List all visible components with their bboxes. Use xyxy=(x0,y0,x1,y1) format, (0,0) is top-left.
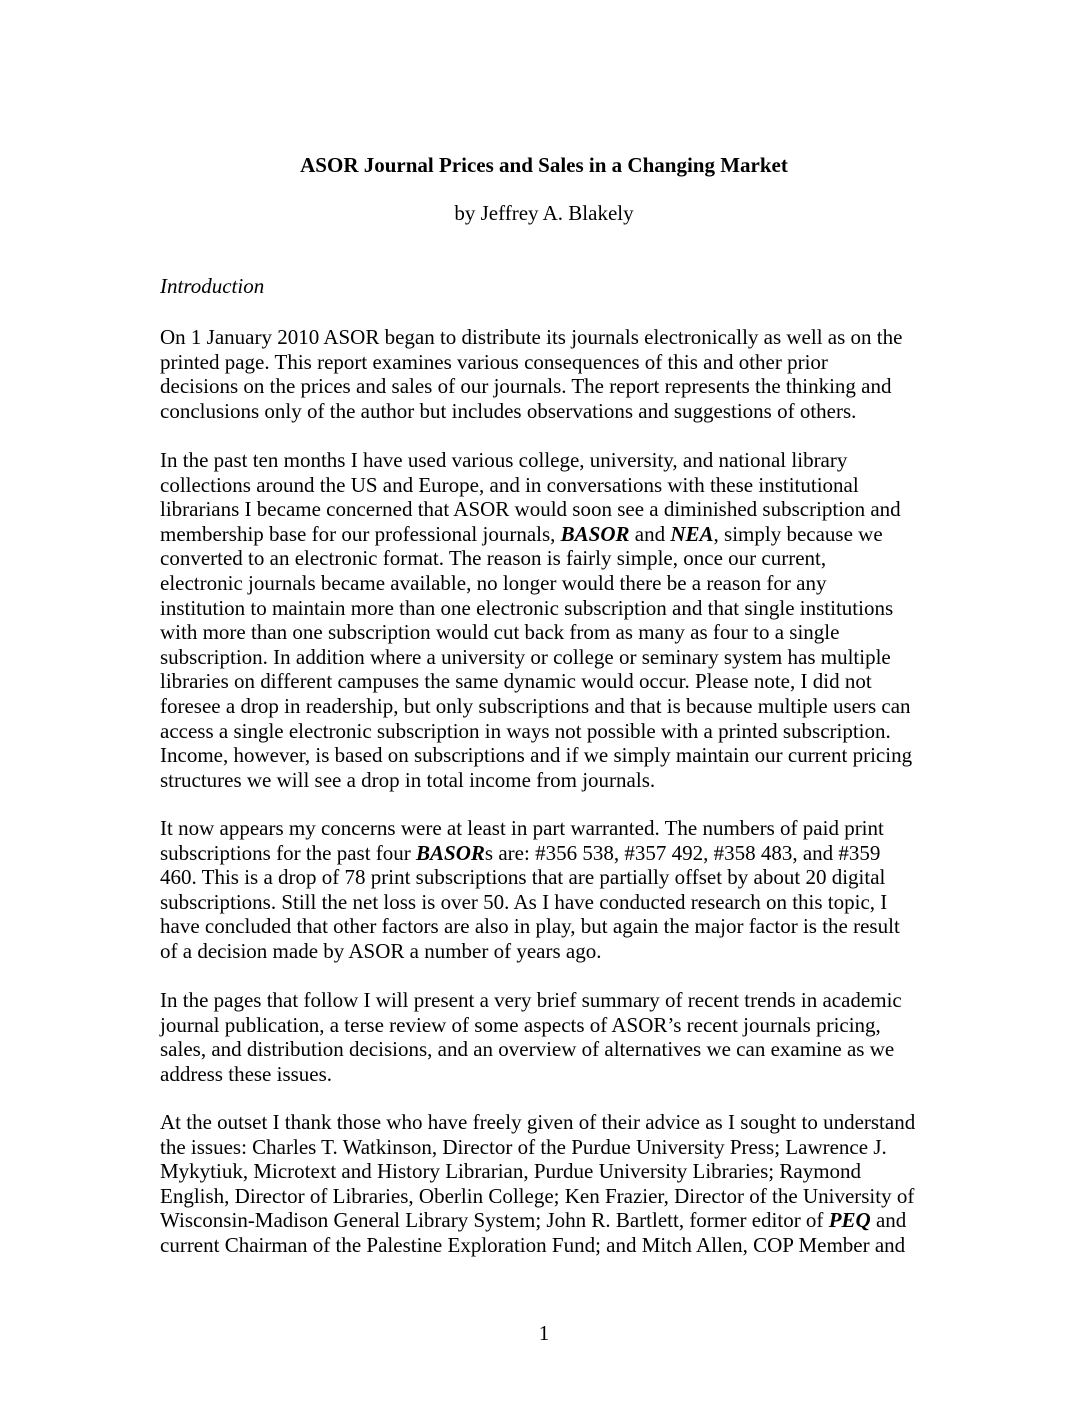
text-run: English, Director of Libraries, Oberlin College; Ken Frazier, Director of the University of xyxy=(160,1183,915,1208)
text-run: subscription. In addition where a university or college or seminary system has multiple xyxy=(160,644,891,669)
text-run: electronic journals became available, no longer would there be a reason for any xyxy=(160,570,827,595)
text-run: conclusions only of the author but includes observations and suggestions of others. xyxy=(160,398,857,423)
text-run: It now appears my concerns were at least in part warranted. The numbers of paid print xyxy=(160,816,884,840)
text-line xyxy=(160,988,950,1013)
text-run: Mykytiuk, Microtext and History Librarian, Purdue University Libraries; Raymond xyxy=(160,1159,862,1184)
text-line xyxy=(160,645,950,670)
text-run: foresee a drop in readership, but only subscriptions and that is because multiple users can xyxy=(160,693,911,718)
text-line xyxy=(160,325,950,350)
page-number: 1 xyxy=(538,1321,550,1345)
text-run: On 1 January 2010 ASOR began to distribute its journals electronically as well as on the xyxy=(160,325,903,349)
paragraph xyxy=(160,1110,950,1258)
author-byline: by Jeffrey A. Blakely xyxy=(454,201,634,225)
text-run: the issues: Charles T. Watkinson, Director of the Purdue University Press; Lawrence J. xyxy=(160,1134,887,1159)
text-run: librarians I became concerned that ASOR would soon see a diminished subscription and xyxy=(160,497,901,522)
text-run: s are: #356 538, #357 492, #358 483, and #359 xyxy=(484,840,881,865)
text-run: with more than one subscription would cut back from as many as four to a single xyxy=(160,620,840,645)
text-run: and xyxy=(870,1208,907,1233)
paragraph xyxy=(160,816,950,964)
text-run: institution to maintain more than one electronic subscription and that single institutions xyxy=(160,595,894,620)
text-run: current Chairman of the Palestine Exploration Fund; and Mitch Allen, COP Member and xyxy=(160,1232,906,1257)
text-line xyxy=(160,1037,950,1062)
text-line xyxy=(160,1062,950,1087)
text-run: subscriptions for the past four xyxy=(160,840,417,865)
text-line xyxy=(160,1013,950,1038)
text-line xyxy=(160,522,950,547)
text-run: converted to an electronic format. The reason is fairly simple, once our current, xyxy=(160,546,827,571)
text-run: printed page. This report examines various consequences of this and other prior xyxy=(160,349,828,374)
text-run: address these issues. xyxy=(160,1061,333,1086)
text-run: , simply because we xyxy=(713,521,883,546)
text-line xyxy=(160,694,950,719)
document-title: ASOR Journal Prices and Sales in a Changing Market xyxy=(300,153,788,177)
text-run: 460. This is a drop of 78 print subscriptions that are partially offset by about 20 digital xyxy=(160,865,886,890)
text-line xyxy=(160,1208,950,1233)
text-line xyxy=(160,719,950,744)
paragraph xyxy=(160,448,950,792)
text-line xyxy=(160,448,950,473)
text-line xyxy=(160,669,950,694)
text-run: decisions on the prices and sales of our journals. The report represents the thinking and xyxy=(160,374,892,399)
journal-name: BASOR xyxy=(560,521,630,546)
text-run: subscriptions. Still the net loss is over 50. As I have conducted research on this topic, I xyxy=(160,889,888,914)
text-line xyxy=(160,596,950,621)
text-line xyxy=(160,1233,950,1258)
text-line xyxy=(160,1110,950,1135)
text-run: have concluded that other factors are also in play, but again the major factor is the result xyxy=(160,914,900,939)
text-line xyxy=(160,768,950,793)
text-run: access a single electronic subscription in ways not possible with a printed subscription. xyxy=(160,718,891,743)
text-run: In the past ten months I have used various college, university, and national library xyxy=(160,448,848,472)
text-line xyxy=(160,914,950,939)
text-line xyxy=(160,1159,950,1184)
text-line xyxy=(160,620,950,645)
paragraph xyxy=(160,988,950,1086)
text-line xyxy=(160,571,950,596)
text-run: journal publication, a terse review of some aspects of ASOR’s recent journals pricing, xyxy=(160,1012,881,1037)
text-line xyxy=(160,497,950,522)
paragraph xyxy=(160,325,950,423)
text-line xyxy=(160,841,950,866)
text-run: At the outset I thank those who have freely given of their advice as I sought to understand xyxy=(160,1110,916,1134)
text-run: membership base for our professional journals, xyxy=(160,521,561,546)
text-line xyxy=(160,890,950,915)
text-run: Income, however, is based on subscriptions and if we simply maintain our current pricing xyxy=(160,743,913,768)
text-line xyxy=(160,546,950,571)
text-run: Wisconsin-Madison General Library System; John R. Bartlett, former editor of xyxy=(160,1208,829,1233)
text-line xyxy=(160,374,950,399)
text-line xyxy=(160,1184,950,1209)
text-line xyxy=(160,350,950,375)
text-line xyxy=(160,865,950,890)
text-run: collections around the US and Europe, and in conversations with these institutional xyxy=(160,472,859,497)
text-line xyxy=(160,743,950,768)
text-line xyxy=(160,1135,950,1160)
text-line xyxy=(160,399,950,424)
text-line xyxy=(160,939,950,964)
journal-name: PEQ xyxy=(828,1208,871,1233)
text-run: libraries on different campuses the same dynamic would occur. Please note, I did not xyxy=(160,669,872,694)
text-line xyxy=(160,816,950,841)
section-heading: Introduction xyxy=(160,274,265,298)
text-run: In the pages that follow I will present a very brief summary of recent trends in academic xyxy=(160,988,902,1012)
text-run: and xyxy=(629,521,671,546)
text-run: structures we will see a drop in total income from journals. xyxy=(160,767,656,792)
journal-name: BASOR xyxy=(416,840,485,865)
text-run: sales, and distribution decisions, and an overview of alternatives we can examine as we xyxy=(160,1037,895,1062)
text-run: of a decision made by ASOR a number of years ago. xyxy=(160,938,602,963)
journal-name: NEA xyxy=(670,521,714,546)
text-line xyxy=(160,473,950,498)
